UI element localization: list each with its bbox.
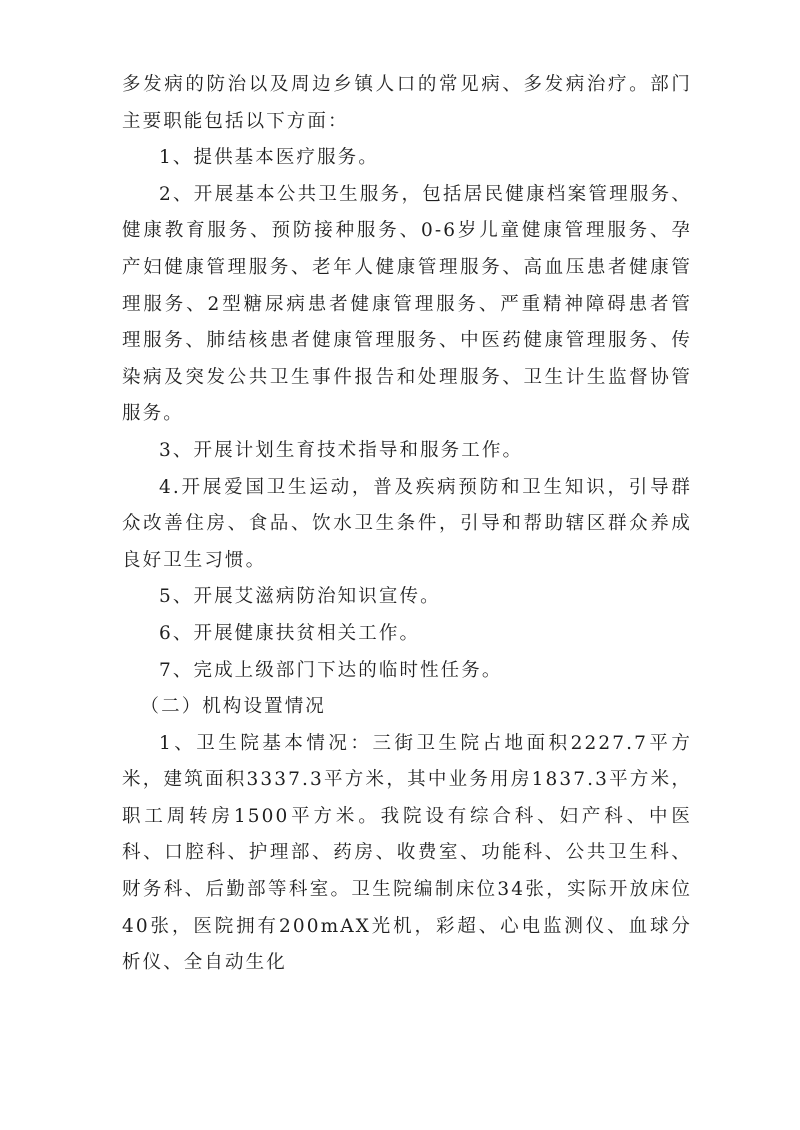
paragraph-basic-info: 1、卫生院基本情况：三街卫生院占地面积2227.7平方米，建筑面积3337.3平方米，其中业务用房1837.3平方米，职工周转房1500平方米。我院设有综合科、妇产科、中医科、口腔科、护理部、药房、收费室、功能科、公共卫生科、财务科、后勤部等科室。卫生院编制床位34张，实际开放床位 40张，医院拥有200mAX光机，彩超、心电监测仪、血球分析仪、全自动生化	[122, 732, 692, 974]
paragraph-item-2: 2、开展基本公共卫生服务，包括居民健康档案管理服务、健康教育服务、预防接种服务、0-6岁儿童健康管理服务、孕产妇健康管理服务、老年人健康管理服务、高血压患者健康管理服务、2型糖尿病患者健康管理服务、严重精神障碍患者管理服务、肺结核患者健康管理服务、中医药健康管理服务、传染病及突发公共卫生事件报告和处理服务、卫生计生监督协管服务。	[122, 183, 692, 425]
document-body	[122, 67, 692, 982]
paragraph-item-5: 5、开展艾滋病防治知识宣传。	[159, 586, 441, 608]
section-heading: （二）机构设置情况	[140, 696, 326, 718]
paragraph-item-6: 6、开展健康扶贫相关工作。	[159, 622, 421, 644]
paragraph-item-7: 7、完成上级部门下达的临时性任务。	[159, 659, 503, 681]
paragraph-item-3: 3、开展计划生育技术指导和服务工作。	[159, 439, 524, 461]
paragraph-item-4: 4.开展爱国卫生运动，普及疾病预防和卫生知识，引导群众改善住房、食品、饮水卫生条件，引导和帮助辖区群众养成良好卫生习惯。	[122, 476, 692, 571]
paragraph-continuation: 多发病的防治以及周边乡镇人口的常见病、多发病治疗。部门主要职能包括以下方面：	[122, 74, 692, 132]
paragraph-item-1: 1、提供基本医疗服务。	[159, 147, 379, 169]
